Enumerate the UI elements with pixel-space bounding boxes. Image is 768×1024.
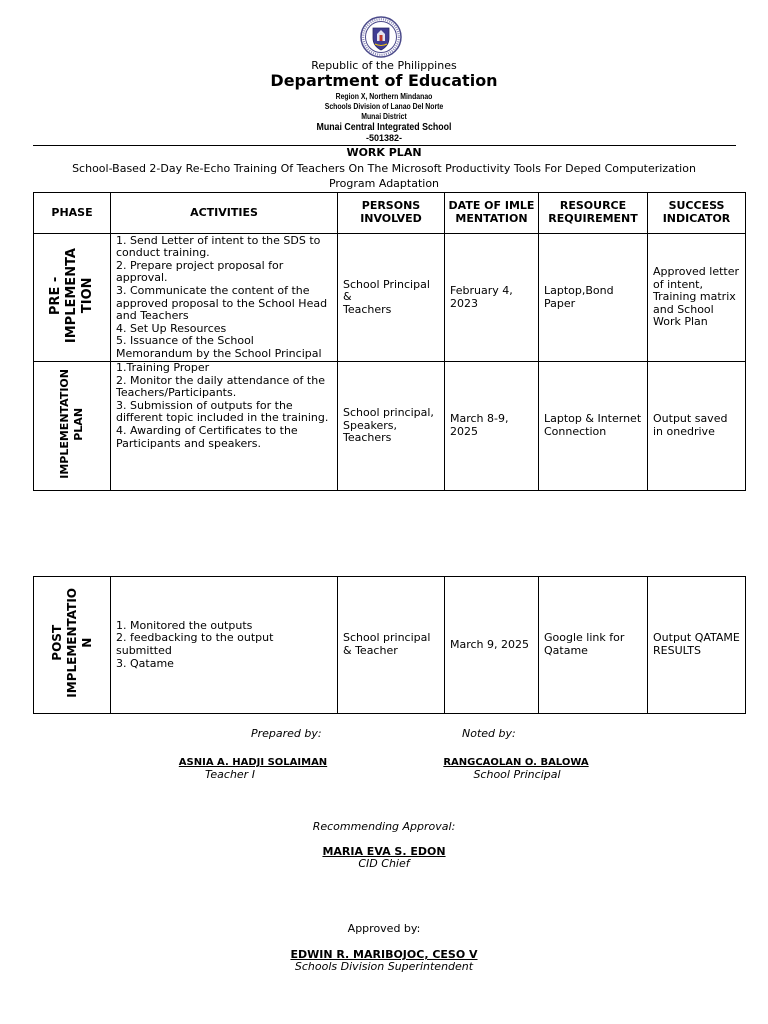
phase-cell — [34, 577, 111, 714]
republic-line: Republic of the Philippines — [311, 59, 457, 72]
department-title: Department of Education — [270, 71, 498, 90]
prepared-by-label: Prepared by: — [251, 727, 322, 740]
noted-by-label: Noted by: — [462, 727, 516, 740]
resource-cell: Laptop & Internet Connection — [539, 362, 648, 491]
success-cell: Output QATAME RESULTS — [648, 577, 746, 714]
approved-by-label: Approved by: — [347, 922, 421, 935]
table-header-row — [34, 193, 746, 234]
date-cell: March 9, 2025 — [445, 577, 539, 714]
recommending-name: MARIA EVA S. EDON — [322, 845, 446, 858]
work-plan-subtitle: School-Based 2-Day Re-Echo Training Of Teachers On The Microsoft Productivity Tools For Deped Computerization Program Adaptation — [72, 162, 696, 190]
resource-cell: Laptop,Bond Paper — [539, 234, 648, 362]
school-id: -501382- — [365, 133, 403, 143]
resource-cell: Google link for Qatame — [539, 577, 648, 714]
persons-cell: School principal & Teacher — [338, 577, 445, 714]
phase-label: POST IMPLEMENTATIO N — [49, 588, 94, 699]
district-line: Munai District — [361, 112, 407, 121]
phase-cell — [34, 362, 111, 491]
recommending-title: CID Chief — [358, 857, 410, 870]
persons-cell: School principal, Speakers, Teachers — [338, 362, 445, 491]
header-date: DATE OF IMLEMENTATION — [445, 193, 539, 234]
header-activities: ACTIVITIES — [111, 193, 338, 234]
activities-cell: 1.Training Proper 2. Monitor the daily attendance of the Teachers/Participants. 3. Submission of outputs for the different topic included in the training. 4. Awarding of Certificates to the Participants and speakers. — [111, 362, 338, 491]
work-plan-table — [33, 192, 746, 491]
table-row — [34, 362, 746, 491]
header-resource: RESOURCE REQUIREMENT — [539, 193, 648, 234]
approved-by-name: EDWIN R. MARIBOJOC, CESO V — [290, 948, 478, 961]
post-implementation-table — [33, 576, 746, 714]
activities-cell: 1. Send Letter of intent to the SDS to conduct training. 2. Prepare project proposal for approval. 3. Communicate the content of the approved proposal to the School Head and Teachers 4. Set Up Resources 5. Issuance of the School Memorandum by the School Principal — [111, 234, 338, 362]
noted-by-name: RANGCAOLAN O. BALOWA — [443, 757, 589, 768]
persons-cell: School Principal & Teachers — [338, 234, 445, 362]
date-cell: February 4, 2023 — [445, 234, 539, 362]
success-cell: Approved letter of intent, Training matrix and School Work Plan — [648, 234, 746, 362]
division-line: Schools Division of Lanao Del Norte — [324, 102, 444, 111]
table-row — [34, 234, 746, 362]
work-plan-title: WORK PLAN — [346, 146, 422, 159]
noted-by-title: School Principal — [473, 768, 561, 781]
prepared-by-title: Teacher I — [205, 768, 255, 781]
approved-by-title: Schools Division Superintendent — [294, 960, 474, 973]
deped-seal-icon — [360, 16, 402, 58]
prepared-by-name: ASNIA A. HADJI SOLAIMAN — [178, 757, 328, 768]
recommending-approval-label: Recommending Approval: — [312, 820, 456, 833]
region-line: Region X, Northern Mindanao — [335, 92, 433, 101]
phase-label: IMPLEMENTATION PLAN — [58, 369, 85, 480]
date-cell: March 8-9, 2025 — [445, 362, 539, 491]
school-name: Munai Central Integrated School — [316, 122, 452, 133]
header-phase: PHASE — [34, 193, 111, 234]
header-success: SUCCESS INDICATOR — [648, 193, 746, 234]
table-row — [34, 577, 746, 714]
phase-label: PRE - IMPLEMENTA TION — [48, 248, 95, 344]
success-cell: Output saved in onedrive — [648, 362, 746, 491]
phase-cell — [34, 234, 111, 362]
header-persons: PERSONS INVOLVED — [338, 193, 445, 234]
activities-cell: 1. Monitored the outputs 2. feedbacking to the output submitted 3. Qatame — [111, 577, 338, 714]
